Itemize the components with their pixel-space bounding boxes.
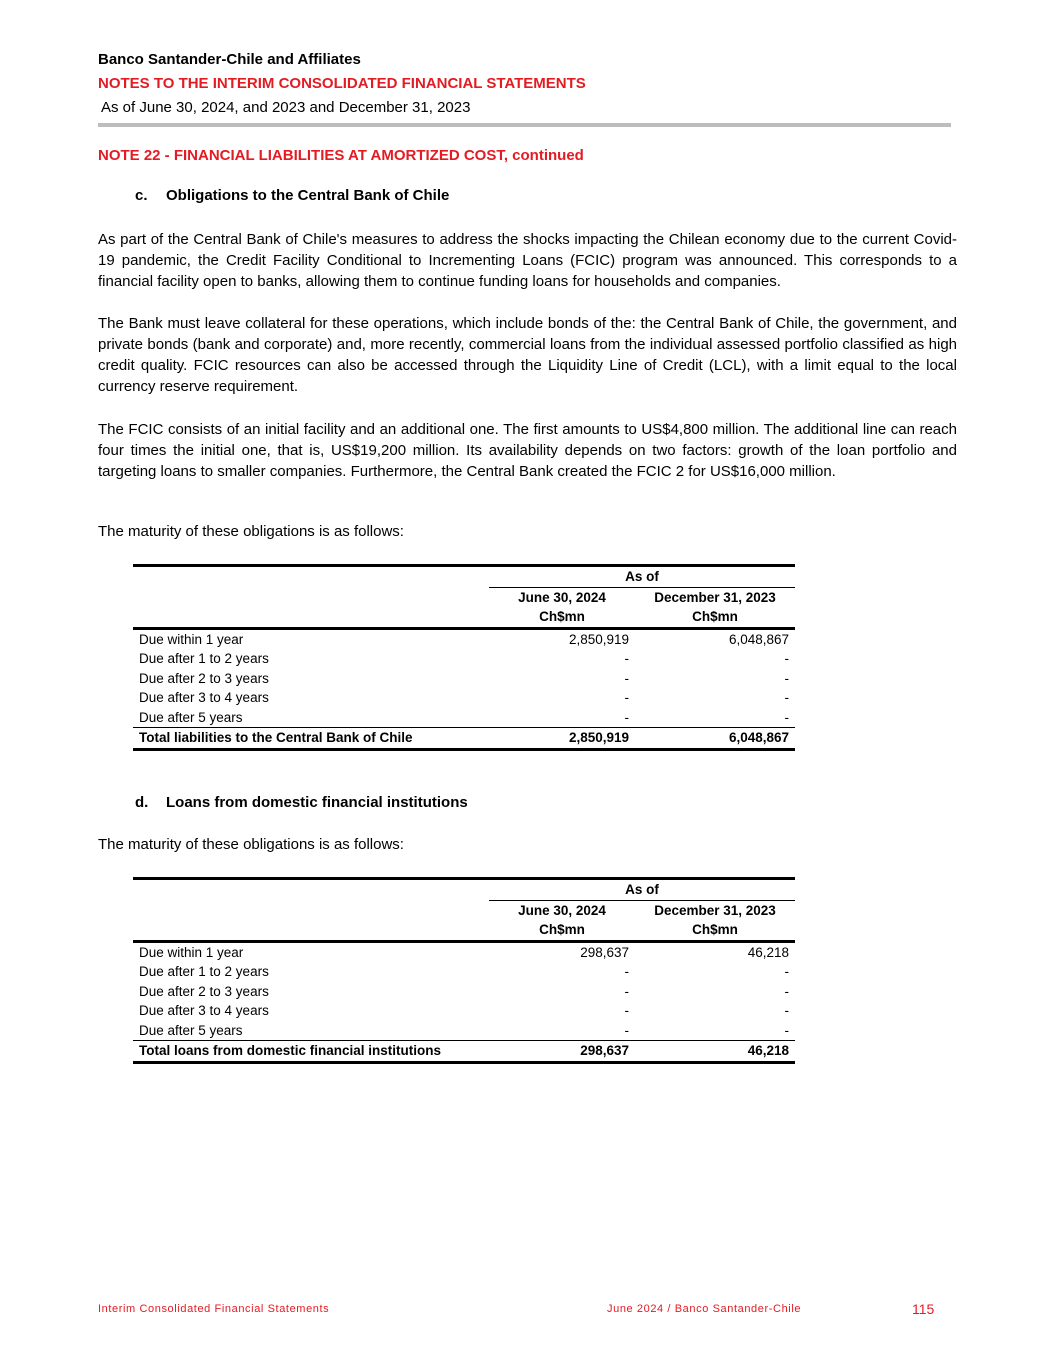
cell-value: - bbox=[624, 709, 629, 725]
total-row bbox=[133, 728, 795, 750]
row-label: Due after 1 to 2 years bbox=[139, 651, 269, 667]
section-c-title: Obligations to the Central Bank of Chile bbox=[166, 187, 450, 204]
cell-value: 298,637 bbox=[580, 944, 629, 960]
unit-header: Ch$mn bbox=[489, 920, 635, 941]
row-label: Due after 1 to 2 years bbox=[139, 964, 269, 980]
total-value: 298,637 bbox=[489, 1041, 635, 1063]
cell-value: - bbox=[784, 651, 789, 667]
column-header-december-2023: December 31, 2023 bbox=[654, 902, 776, 918]
table-row bbox=[133, 669, 795, 689]
total-row bbox=[133, 1041, 795, 1063]
as-of-header: As of bbox=[489, 566, 795, 588]
cell-value: - bbox=[624, 690, 629, 706]
as-of-header: As of bbox=[489, 879, 795, 901]
row-label: Due within 1 year bbox=[139, 631, 244, 647]
section-d-heading bbox=[135, 794, 468, 811]
row-label: Due after 3 to 4 years bbox=[139, 690, 269, 706]
unit-header: Ch$mn bbox=[635, 920, 795, 941]
cell-value: - bbox=[784, 670, 789, 686]
table-header-row bbox=[133, 587, 795, 607]
cell-value: - bbox=[624, 1022, 629, 1038]
table-header-row bbox=[133, 920, 795, 941]
cell-value: - bbox=[624, 670, 629, 686]
report-date: As of June 30, 2024, and 2023 and December 31, 2023 bbox=[101, 99, 471, 116]
section-c-heading bbox=[135, 187, 449, 204]
note-title: NOTE 22 - FINANCIAL LIABILITIES AT AMORTIZED COST, continued bbox=[98, 147, 584, 164]
row-label: Due after 5 years bbox=[139, 709, 243, 725]
table-header-row bbox=[133, 566, 795, 588]
footer-center: June 2024 / Banco Santander-Chile bbox=[607, 1303, 802, 1315]
cell-value: - bbox=[784, 1022, 789, 1038]
cell-value: - bbox=[624, 964, 629, 980]
cell-value: 46,218 bbox=[747, 944, 789, 960]
section-d-intro: The maturity of these obligations is as follows: bbox=[98, 836, 404, 853]
table-row bbox=[133, 688, 795, 708]
paragraph-fcic-program: As part of the Central Bank of Chile's measures to address the shocks impacting the Chilean economy due to the current Covid-19 pandemic, the Credit Facility Conditional to Incrementing Loans (FCIC) program was announced. This corresponds to a financial facility open to banks, allowing them to continue funding loans for households and companies. bbox=[98, 231, 957, 290]
notes-title: NOTES TO THE INTERIM CONSOLIDATED FINANCIAL STATEMENTS bbox=[98, 75, 586, 92]
page-header bbox=[98, 50, 951, 127]
row-label: Due after 2 to 3 years bbox=[139, 983, 269, 999]
footer-left: Interim Consolidated Financial Statements bbox=[98, 1303, 330, 1315]
section-c-label: c. bbox=[135, 187, 148, 204]
row-label: Due after 5 years bbox=[139, 1022, 243, 1038]
unit-header: Ch$mn bbox=[489, 607, 635, 628]
section-c-intro: The maturity of these obligations is as follows: bbox=[98, 523, 404, 540]
cell-value: - bbox=[624, 983, 629, 999]
cell-value: - bbox=[784, 983, 789, 999]
table-header-row bbox=[133, 607, 795, 628]
cell-value: 6,048,867 bbox=[728, 631, 789, 647]
paragraph-collateral: The Bank must leave collateral for these operations, which include bonds of the: the Central Bank of Chile, the government, and private bonds (bank and corporate) and, more recently, commercial loans from the individual assessed portfolio classified as high credit quality. FCIC resources can also be accessed through the Liquidity Line of Credit (LCL), with a limit equal to the local currency reserve requirement. bbox=[98, 315, 957, 395]
central-bank-maturity-table bbox=[133, 564, 795, 751]
table-row bbox=[133, 941, 795, 962]
cell-value: - bbox=[624, 651, 629, 667]
row-label: Due within 1 year bbox=[139, 944, 244, 960]
cell-value: - bbox=[624, 1003, 629, 1019]
page-number: 115 bbox=[912, 1301, 935, 1317]
column-header-june-2024: June 30, 2024 bbox=[518, 589, 606, 605]
row-label: Due after 2 to 3 years bbox=[139, 670, 269, 686]
total-value: 6,048,867 bbox=[635, 728, 795, 750]
total-label: Total loans from domestic financial institutions bbox=[133, 1041, 489, 1063]
total-label: Total liabilities to the Central Bank of Chile bbox=[133, 728, 489, 750]
table-row bbox=[133, 1001, 795, 1021]
table-row bbox=[133, 708, 795, 728]
table-row bbox=[133, 982, 795, 1002]
company-name: Banco Santander-Chile and Affiliates bbox=[98, 51, 361, 68]
table-row bbox=[133, 962, 795, 982]
total-value: 46,218 bbox=[635, 1041, 795, 1063]
domestic-loans-maturity-table bbox=[133, 877, 795, 1064]
section-d-label: d. bbox=[135, 794, 149, 811]
cell-value: - bbox=[784, 690, 789, 706]
cell-value: - bbox=[784, 709, 789, 725]
table-header-row bbox=[133, 900, 795, 920]
column-header-june-2024: June 30, 2024 bbox=[518, 902, 606, 918]
paragraph-fcic-facilities: The FCIC consists of an initial facility and an additional one. The first amounts to US$4,800 million. The additional line can reach four times the initial one, that is, US$19,200 million. Its availability depends on two factors: growth of the loan portfolio and targeting loans to smaller companies. Furthermore, the Central Bank created the FCIC 2 for US$16,000 million. bbox=[98, 421, 957, 480]
table-row bbox=[133, 1021, 795, 1041]
cell-value: 2,850,919 bbox=[568, 631, 629, 647]
table-row bbox=[133, 649, 795, 669]
cell-value: - bbox=[784, 964, 789, 980]
table-header-row bbox=[133, 879, 795, 901]
cell-value: - bbox=[784, 1003, 789, 1019]
header-divider bbox=[98, 123, 951, 127]
section-d-title: Loans from domestic financial institutions bbox=[166, 794, 468, 811]
table-row bbox=[133, 628, 795, 649]
row-label: Due after 3 to 4 years bbox=[139, 1003, 269, 1019]
unit-header: Ch$mn bbox=[635, 607, 795, 628]
total-value: 2,850,919 bbox=[489, 728, 635, 750]
column-header-december-2023: December 31, 2023 bbox=[654, 589, 776, 605]
